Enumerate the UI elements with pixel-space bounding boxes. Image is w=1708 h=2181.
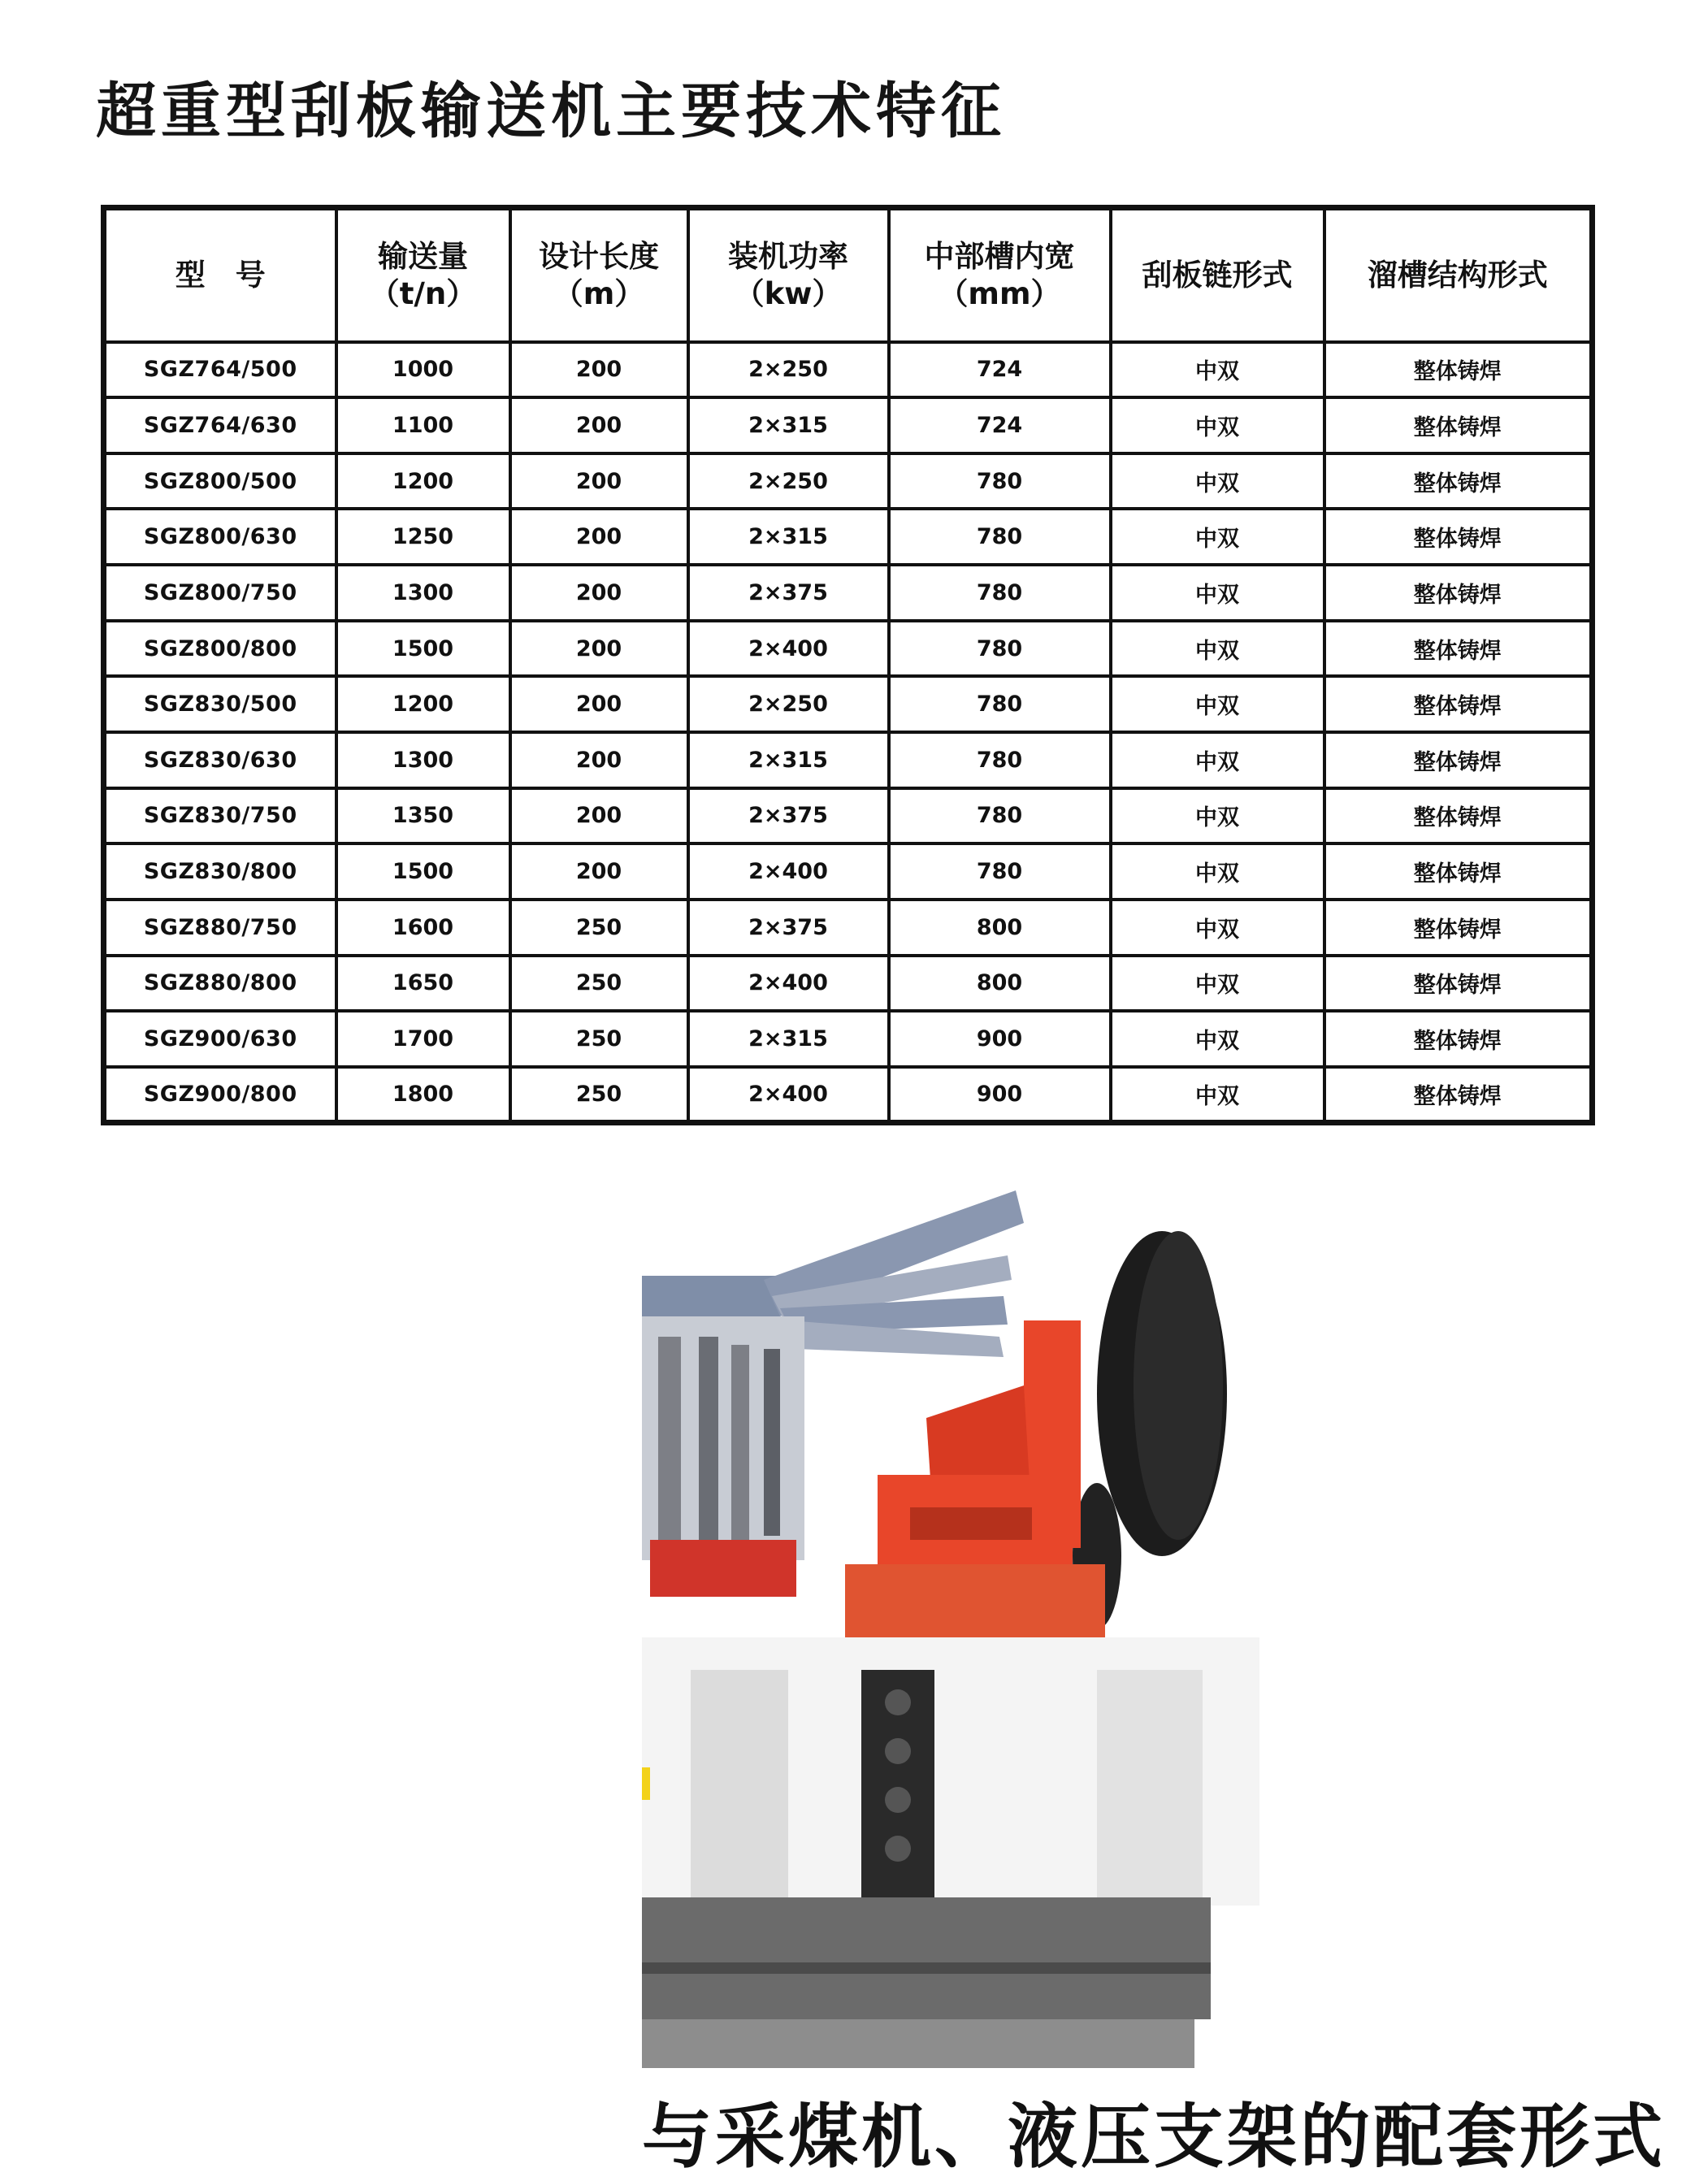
- cell-chain-type: 中双: [1111, 1011, 1324, 1067]
- table-row: [104, 453, 1593, 509]
- cell-chain-type: 中双: [1111, 397, 1324, 453]
- cell-capacity: 1500: [336, 621, 510, 677]
- cell-pan-width: 780: [889, 621, 1111, 677]
- cell-pan-width: 780: [889, 843, 1111, 900]
- cell-installed-power: 2×400: [688, 843, 889, 900]
- cell-design-length: 200: [510, 342, 688, 398]
- cell-pan-structure: 整体铸焊: [1324, 732, 1593, 788]
- header-chain-type: 刮板链形式: [1111, 208, 1324, 342]
- floor-plates: [642, 1897, 1211, 2068]
- cell-design-length: 200: [510, 397, 688, 453]
- cell-pan-width: 780: [889, 732, 1111, 788]
- cell-design-length: 200: [510, 843, 688, 900]
- cell-installed-power: 2×400: [688, 956, 889, 1012]
- shearer-body: [845, 1320, 1105, 1662]
- table-row: [104, 509, 1593, 565]
- cell-capacity: 1700: [336, 1011, 510, 1067]
- cell-pan-width: 900: [889, 1011, 1111, 1067]
- cell-pan-width: 800: [889, 900, 1111, 956]
- cell-capacity: 1250: [336, 509, 510, 565]
- table-row: [104, 1067, 1593, 1123]
- cell-capacity: 1650: [336, 956, 510, 1012]
- cell-design-length: 200: [510, 565, 688, 621]
- cell-capacity: 1300: [336, 565, 510, 621]
- cell-model: SGZ900/630: [104, 1011, 336, 1067]
- cell-model: SGZ830/630: [104, 732, 336, 788]
- cell-pan-structure: 整体铸焊: [1324, 621, 1593, 677]
- cell-pan-structure: 整体铸焊: [1324, 788, 1593, 844]
- cell-installed-power: 2×250: [688, 453, 889, 509]
- cell-model: SGZ830/500: [104, 676, 336, 732]
- cell-pan-width: 900: [889, 1067, 1111, 1123]
- cell-pan-width: 724: [889, 342, 1111, 398]
- table-body: [104, 342, 1593, 1123]
- cell-capacity: 1600: [336, 900, 510, 956]
- cell-pan-structure: 整体铸焊: [1324, 956, 1593, 1012]
- spec-table: [101, 205, 1595, 1125]
- hydraulic-legs: [642, 1316, 804, 1597]
- cell-model: SGZ880/800: [104, 956, 336, 1012]
- cell-chain-type: 中双: [1111, 843, 1324, 900]
- cell-installed-power: 2×375: [688, 788, 889, 844]
- photo-caption: 与采煤机、液压支架的配套形式: [642, 2096, 1666, 2178]
- cell-design-length: 200: [510, 676, 688, 732]
- cell-capacity: 1500: [336, 843, 510, 900]
- cell-chain-type: 中双: [1111, 453, 1324, 509]
- cell-chain-type: 中双: [1111, 621, 1324, 677]
- cell-chain-type: 中双: [1111, 509, 1324, 565]
- table-row: [104, 1011, 1593, 1067]
- cell-installed-power: 2×375: [688, 900, 889, 956]
- header-design-length: 设计长度 （m）: [510, 208, 688, 342]
- cell-model: SGZ800/630: [104, 509, 336, 565]
- cell-pan-structure: 整体铸焊: [1324, 1011, 1593, 1067]
- table-row: [104, 565, 1593, 621]
- cell-design-length: 250: [510, 956, 688, 1012]
- cell-capacity: 1100: [336, 397, 510, 453]
- table-row: [104, 843, 1593, 900]
- cell-installed-power: 2×375: [688, 565, 889, 621]
- page-title: 超重型刮板输送机主要技术特征: [96, 76, 1006, 146]
- cell-installed-power: 2×250: [688, 342, 889, 398]
- cell-pan-width: 724: [889, 397, 1111, 453]
- header-pan-width: 中部槽内宽 （mm）: [889, 208, 1111, 342]
- cell-design-length: 200: [510, 732, 688, 788]
- table-row: [104, 676, 1593, 732]
- header-pan-structure: 溜槽结构形式: [1324, 208, 1593, 342]
- cell-capacity: 1200: [336, 676, 510, 732]
- cell-design-length: 200: [510, 621, 688, 677]
- cell-capacity: 1300: [336, 732, 510, 788]
- cell-model: SGZ830/750: [104, 788, 336, 844]
- table-row: [104, 900, 1593, 956]
- cell-capacity: 1350: [336, 788, 510, 844]
- cell-model: SGZ880/750: [104, 900, 336, 956]
- table-row: [104, 621, 1593, 677]
- cell-installed-power: 2×315: [688, 397, 889, 453]
- cell-chain-type: 中双: [1111, 676, 1324, 732]
- cell-model: SGZ800/500: [104, 453, 336, 509]
- cell-pan-structure: 整体铸焊: [1324, 1067, 1593, 1123]
- cell-installed-power: 2×400: [688, 621, 889, 677]
- cell-installed-power: 2×315: [688, 509, 889, 565]
- cell-design-length: 250: [510, 1011, 688, 1067]
- cell-chain-type: 中双: [1111, 900, 1324, 956]
- cell-model: SGZ764/500: [104, 342, 336, 398]
- cell-capacity: 1200: [336, 453, 510, 509]
- cell-chain-type: 中双: [1111, 956, 1324, 1012]
- header-installed-power: 装机功率 （kw）: [688, 208, 889, 342]
- header-model: 型 号: [104, 208, 336, 342]
- cell-installed-power: 2×315: [688, 732, 889, 788]
- cell-pan-width: 780: [889, 565, 1111, 621]
- cell-model: SGZ900/800: [104, 1067, 336, 1123]
- conveyor-pan: [642, 1637, 1259, 1906]
- cell-installed-power: 2×400: [688, 1067, 889, 1123]
- cell-capacity: 1800: [336, 1067, 510, 1123]
- cell-pan-structure: 整体铸焊: [1324, 397, 1593, 453]
- cell-chain-type: 中双: [1111, 788, 1324, 844]
- cell-model: SGZ800/800: [104, 621, 336, 677]
- cell-pan-structure: 整体铸焊: [1324, 342, 1593, 398]
- cell-pan-structure: 整体铸焊: [1324, 676, 1593, 732]
- cell-pan-structure: 整体铸焊: [1324, 509, 1593, 565]
- cell-design-length: 200: [510, 509, 688, 565]
- conveyor-system-photo: [642, 1182, 1259, 2080]
- cell-installed-power: 2×250: [688, 676, 889, 732]
- cell-installed-power: 2×315: [688, 1011, 889, 1067]
- cell-pan-width: 800: [889, 956, 1111, 1012]
- cell-model: SGZ800/750: [104, 565, 336, 621]
- cell-pan-structure: 整体铸焊: [1324, 843, 1593, 900]
- table-row: [104, 956, 1593, 1012]
- table-row: [104, 397, 1593, 453]
- cell-pan-width: 780: [889, 509, 1111, 565]
- cell-design-length: 200: [510, 788, 688, 844]
- cell-model: SGZ764/630: [104, 397, 336, 453]
- cell-design-length: 200: [510, 453, 688, 509]
- table-header-row: [104, 208, 1593, 342]
- table-row: [104, 342, 1593, 398]
- cell-pan-structure: 整体铸焊: [1324, 900, 1593, 956]
- cell-chain-type: 中双: [1111, 565, 1324, 621]
- cell-chain-type: 中双: [1111, 732, 1324, 788]
- cell-design-length: 250: [510, 1067, 688, 1123]
- table-row: [104, 732, 1593, 788]
- cell-pan-width: 780: [889, 676, 1111, 732]
- cell-chain-type: 中双: [1111, 1067, 1324, 1123]
- cell-pan-width: 780: [889, 453, 1111, 509]
- table-row: [104, 788, 1593, 844]
- cell-pan-width: 780: [889, 788, 1111, 844]
- cell-chain-type: 中双: [1111, 342, 1324, 398]
- cell-design-length: 250: [510, 900, 688, 956]
- cell-capacity: 1000: [336, 342, 510, 398]
- cell-model: SGZ830/800: [104, 843, 336, 900]
- cell-pan-structure: 整体铸焊: [1324, 565, 1593, 621]
- header-capacity: 输送量 （t/n）: [336, 208, 510, 342]
- cell-pan-structure: 整体铸焊: [1324, 453, 1593, 509]
